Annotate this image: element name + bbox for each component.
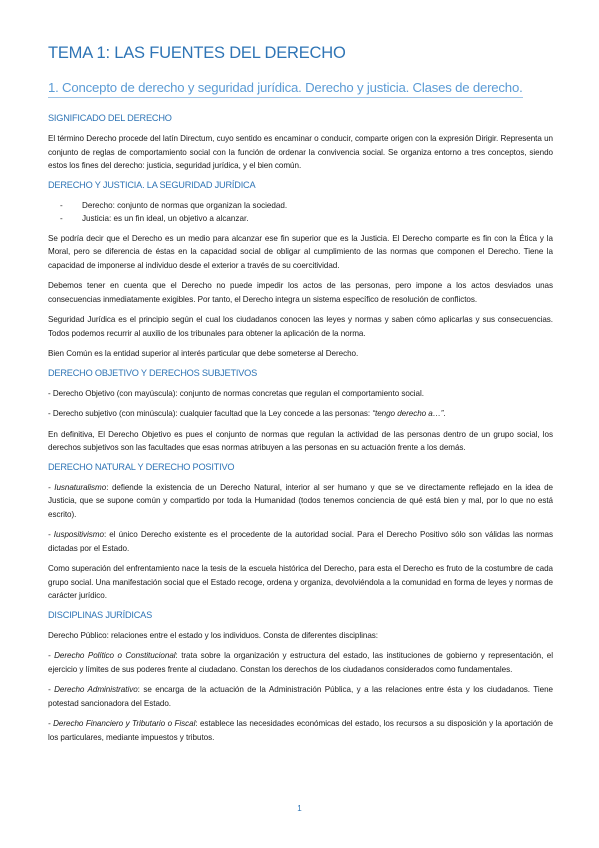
paragraph: Se podría decir que el Derecho es un medio para alcanzar ese fin superior que es la Justicia. El Derecho comparte es fin con la Ética y la Moral, pero se diferencia de éstas en la capacidad social de obligar al cumplimiento de las normas que componen el Derecho. Tiene la capacidad de imponerse al individuo desde el exterior a través de su coercitividad. bbox=[48, 233, 553, 270]
paragraph: Derecho Público: relaciones entre el estado y los individuos. Consta de diferentes disciplinas: bbox=[48, 630, 378, 640]
list-item: - Justicia: es un fin ideal, un objetivo a alcanzar. bbox=[60, 214, 249, 223]
bullet-list bbox=[48, 199, 553, 226]
heading-disciplinas: DISCIPLINAS JURÍDICAS bbox=[48, 609, 153, 620]
heading-significado: SIGNIFICADO DEL DERECHO bbox=[48, 113, 172, 123]
paragraph: Seguridad Jurídica es el principio según el cual los ciudadanos conocen las leyes y normas y saben cómo aplicarlas y sus consecuencias. Todos podemos recurrir al auxilio de los tribunales para obtener la aplicación de la norma. bbox=[48, 315, 553, 338]
paragraph: - Iusnaturalismo: defiende la existencia de un Derecho Natural, interior al ser humano y que se ve directamente reflejado en la idea de Justicia, que se supone común y compartido por toda la Humanidad (todos tenemos conciencia de qué está bien y mal, por lo que no está escrito). bbox=[48, 482, 553, 519]
document-title: TEMA 1: LAS FUENTES DEL DERECHO bbox=[48, 44, 346, 62]
paragraph-significado: El término Derecho procede del latín Directum, cuyo sentido es encaminar o conducir, comparte origen con la expresión Dirigir. Representa un conjunto de reglas de comportamiento social con la función de ordenar la convivencia social. Se organiza entorno a tres conceptos, siendo estos los fines del derecho: justicia, seguridad jurídica, y el bien común. bbox=[48, 134, 553, 170]
heading-derecho-justicia: DERECHO Y JUSTICIA. LA SEGURIDAD JURÍDICA bbox=[48, 179, 256, 190]
page-number: 1 bbox=[297, 804, 302, 813]
paragraph: - Derecho Político o Constitucional: trata sobre la organización y estructura del estado, las instituciones de gobierno y representación, el ejercicio y límites de sus poderes frente al ciudadano. Constan los derechos de los ciudadanos considerados como fundamentales. bbox=[48, 651, 553, 674]
paragraph: En definitiva, El Derecho Objetivo es pues el conjunto de normas que regulan la actividad de las personas dentro de un grupo social, los derechos subjetivos son las facultades que esas normas atribuyen a las personas en su actuación frente a los demás. bbox=[48, 429, 553, 452]
paragraph: - Derecho Objetivo (con mayúscula): conjunto de normas concretas que regulan el comportamiento social. bbox=[48, 388, 424, 398]
list-item: - Derecho: conjunto de normas que organizan la sociedad. bbox=[60, 200, 288, 210]
heading-natural-positivo: DERECHO NATURAL Y DERECHO POSITIVO bbox=[48, 461, 235, 472]
paragraph: - Iuspositivismo: el único Derecho existente es el procedente de la autoridad social. Para el Derecho Positivo sólo son válidas las normas dictadas por el Estado. bbox=[48, 530, 553, 553]
section-subtitle: 1. Concepto de derecho y seguridad jurídica. Derecho y justicia. Clases de derecho. bbox=[48, 80, 523, 98]
paragraph: Como superación del enfrentamiento nace la tesis de la escuela histórica del Derecho, para esta el Derecho es fruto de la costumbre de cada grupo social. Una manifestación social que el Estado recoge, ordena y organiza, devolviéndola a la comunidad en forma de leyes y normas de carácter jurídico. bbox=[48, 564, 553, 600]
document-page bbox=[48, 44, 553, 751]
paragraph: - Derecho Administrativo: se encarga de la actuación de la Administración Pública, y a las relaciones entre ésta y los ciudadanos. Tiene potestad sancionadora del Estado. bbox=[48, 685, 553, 708]
paragraph: Bien Común es la entidad superior al interés particular que debe someterse al Derecho. bbox=[48, 349, 359, 358]
paragraph: Debemos tener en cuenta que el Derecho no puede impedir los actos de las personas, pero impone a los actos desviados unas consecuencias inmediatamente exigibles. Por tanto, el Derecho integra un sistema específico de resolución de conflictos. bbox=[48, 281, 553, 304]
heading-objetivo-subjetivo: DERECHO OBJETIVO Y DERECHOS SUBJETIVOS bbox=[48, 367, 258, 378]
paragraph: - Derecho Financiero y Tributario o Fiscal: establece las necesidades económicas del estado, los recursos a su disposición y la aportación de los particulares, mediante impuestos y tributos. bbox=[48, 719, 553, 742]
paragraph: - Derecho subjetivo (con minúscula): cualquier facultad que la Ley concede a las personas: “tengo derecho a…”. bbox=[48, 409, 446, 418]
